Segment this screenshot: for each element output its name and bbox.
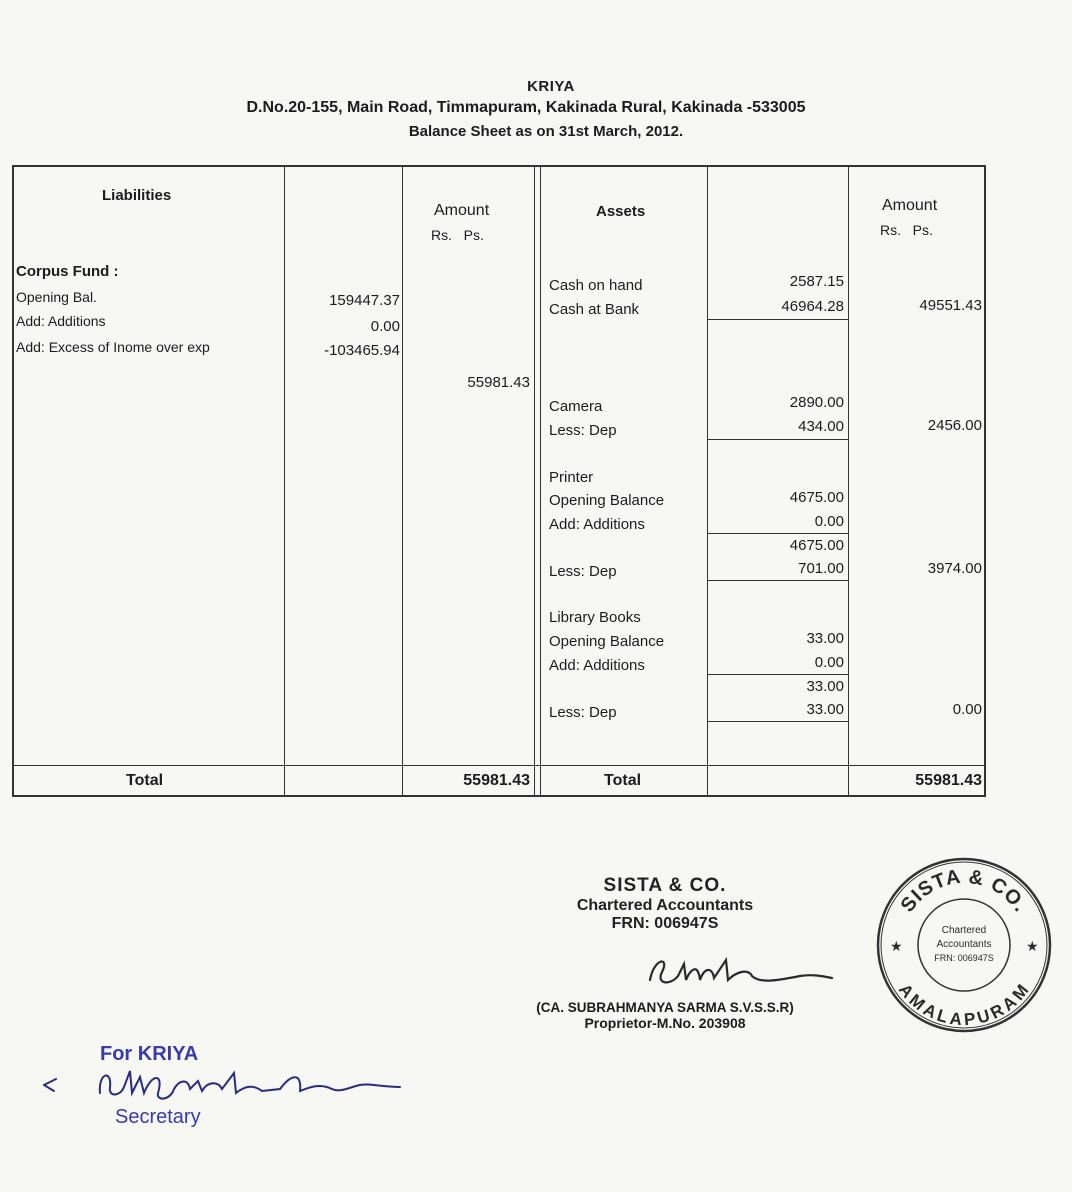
stamp-star-left: ★ (890, 938, 903, 954)
printer-label: Printer (549, 469, 594, 486)
library-dep-value: 33.00 (806, 701, 844, 718)
secretary-signature (40, 1063, 420, 1108)
library-opening-value: 33.00 (806, 630, 844, 647)
corpus-fund-amount: 55981.43 (467, 374, 530, 391)
for-kriya-label: For KRIYA (100, 1043, 199, 1065)
camera-dep-value: 434.00 (798, 418, 844, 435)
library-subtotal-rule (707, 721, 848, 722)
auditor-role: Chartered Accountants (576, 897, 754, 914)
cash-amount: 49551.43 (919, 297, 982, 314)
library-dep-label: Less: Dep (549, 704, 617, 721)
stamp-star-right: ★ (1026, 938, 1039, 954)
camera-subtotal-rule (707, 439, 848, 440)
printer-amount: 3974.00 (927, 560, 982, 577)
library-add-rule (707, 674, 848, 675)
library-additions-label: Add: Additions (549, 657, 645, 674)
liabilities-total-label: Total (126, 772, 164, 789)
printer-opening-label: Opening Balance (549, 492, 665, 509)
liabilities-rs-ps: Rs. Ps. (431, 227, 484, 243)
liabilities-amount-heading: Amount (434, 202, 490, 219)
organisation-address: D.No.20-155, Main Road, Timmapuram, Kakinada Rural, Kakinada -533005 (246, 99, 806, 116)
document-header (0, 78, 1072, 140)
cash-subtotal-rule (707, 319, 848, 320)
library-books-label: Library Books (549, 609, 641, 626)
printer-additions-label: Add: Additions (549, 516, 645, 533)
auditor-stamp (874, 855, 1054, 1035)
balance-sheet-table (12, 165, 986, 797)
cash-on-hand-value: 2587.15 (789, 273, 844, 290)
stamp-bottom-text: AMALAPURAM (894, 980, 1033, 1030)
secretary-designation: Secretary (115, 1106, 201, 1128)
printer-add-rule (707, 533, 848, 534)
liabilities-heading: Liabilities (102, 187, 172, 204)
opening-bal-label: Opening Bal. (16, 289, 97, 305)
statement-title: Balance Sheet as on 31st March, 2012. (408, 123, 684, 140)
cash-on-hand-label: Cash on hand (549, 277, 643, 294)
printer-dep-value: 701.00 (798, 560, 844, 577)
library-amount: 0.00 (952, 701, 982, 718)
additions-value: 0.00 (370, 318, 400, 335)
column-rule (534, 167, 535, 795)
camera-label: Camera (549, 398, 603, 415)
total-row-rule (14, 765, 984, 766)
liabilities-total-value: 55981.43 (463, 772, 530, 789)
cash-at-bank-value: 46964.28 (781, 298, 844, 315)
printer-subtotal-value: 4675.00 (789, 537, 844, 554)
stamp-top-text: SISTA & CO. (896, 865, 1032, 917)
excess-income-value: -103465.94 (324, 342, 400, 359)
stamp-line-1: Chartered (941, 925, 987, 936)
stamp-line-3: FRN: 006947S (934, 953, 994, 963)
camera-dep-label: Less: Dep (549, 422, 617, 439)
assets-total-label: Total (604, 772, 642, 789)
additions-label: Add: Additions (16, 313, 106, 329)
printer-opening-value: 4675.00 (789, 489, 844, 506)
excess-income-label: Add: Excess of Inome over exp (16, 339, 210, 355)
auditor-block (500, 875, 830, 933)
library-additions-value: 0.00 (814, 654, 844, 671)
auditor-proprietor: Proprietor-M.No. 203908 (584, 1015, 746, 1031)
assets-amount-heading: Amount (882, 197, 938, 214)
opening-bal-value: 159447.37 (329, 292, 400, 309)
camera-value: 2890.00 (789, 394, 844, 411)
library-opening-label: Opening Balance (549, 633, 665, 650)
assets-rs-ps: Rs. Ps. (880, 222, 933, 238)
library-subtotal-value: 33.00 (806, 678, 844, 695)
camera-amount: 2456.00 (927, 417, 982, 434)
organisation-name: KRIYA (527, 78, 575, 95)
assets-total-value: 55981.43 (915, 772, 982, 789)
column-rule (540, 167, 541, 795)
corpus-fund-label: Corpus Fund : (16, 263, 119, 280)
column-rule (284, 167, 285, 795)
printer-subtotal-rule (707, 580, 848, 581)
assets-heading: Assets (596, 203, 646, 220)
cash-at-bank-label: Cash at Bank (549, 301, 640, 318)
printer-dep-label: Less: Dep (549, 563, 617, 580)
svg-text:AMALAPURAM (895, 980, 1033, 1029)
auditor-frn: FRN: 006947S (611, 915, 719, 932)
auditor-signature (640, 950, 840, 995)
auditor-signatory (490, 1000, 840, 1031)
printer-additions-value: 0.00 (814, 513, 844, 530)
auditor-ca-name: (CA. SUBRAHMANYA SARMA S.V.S.S.R) (536, 1000, 794, 1015)
auditor-firm-name: SISTA & CO. (603, 875, 727, 896)
column-rule (402, 167, 403, 795)
stamp-line-2: Accountants (936, 939, 992, 950)
